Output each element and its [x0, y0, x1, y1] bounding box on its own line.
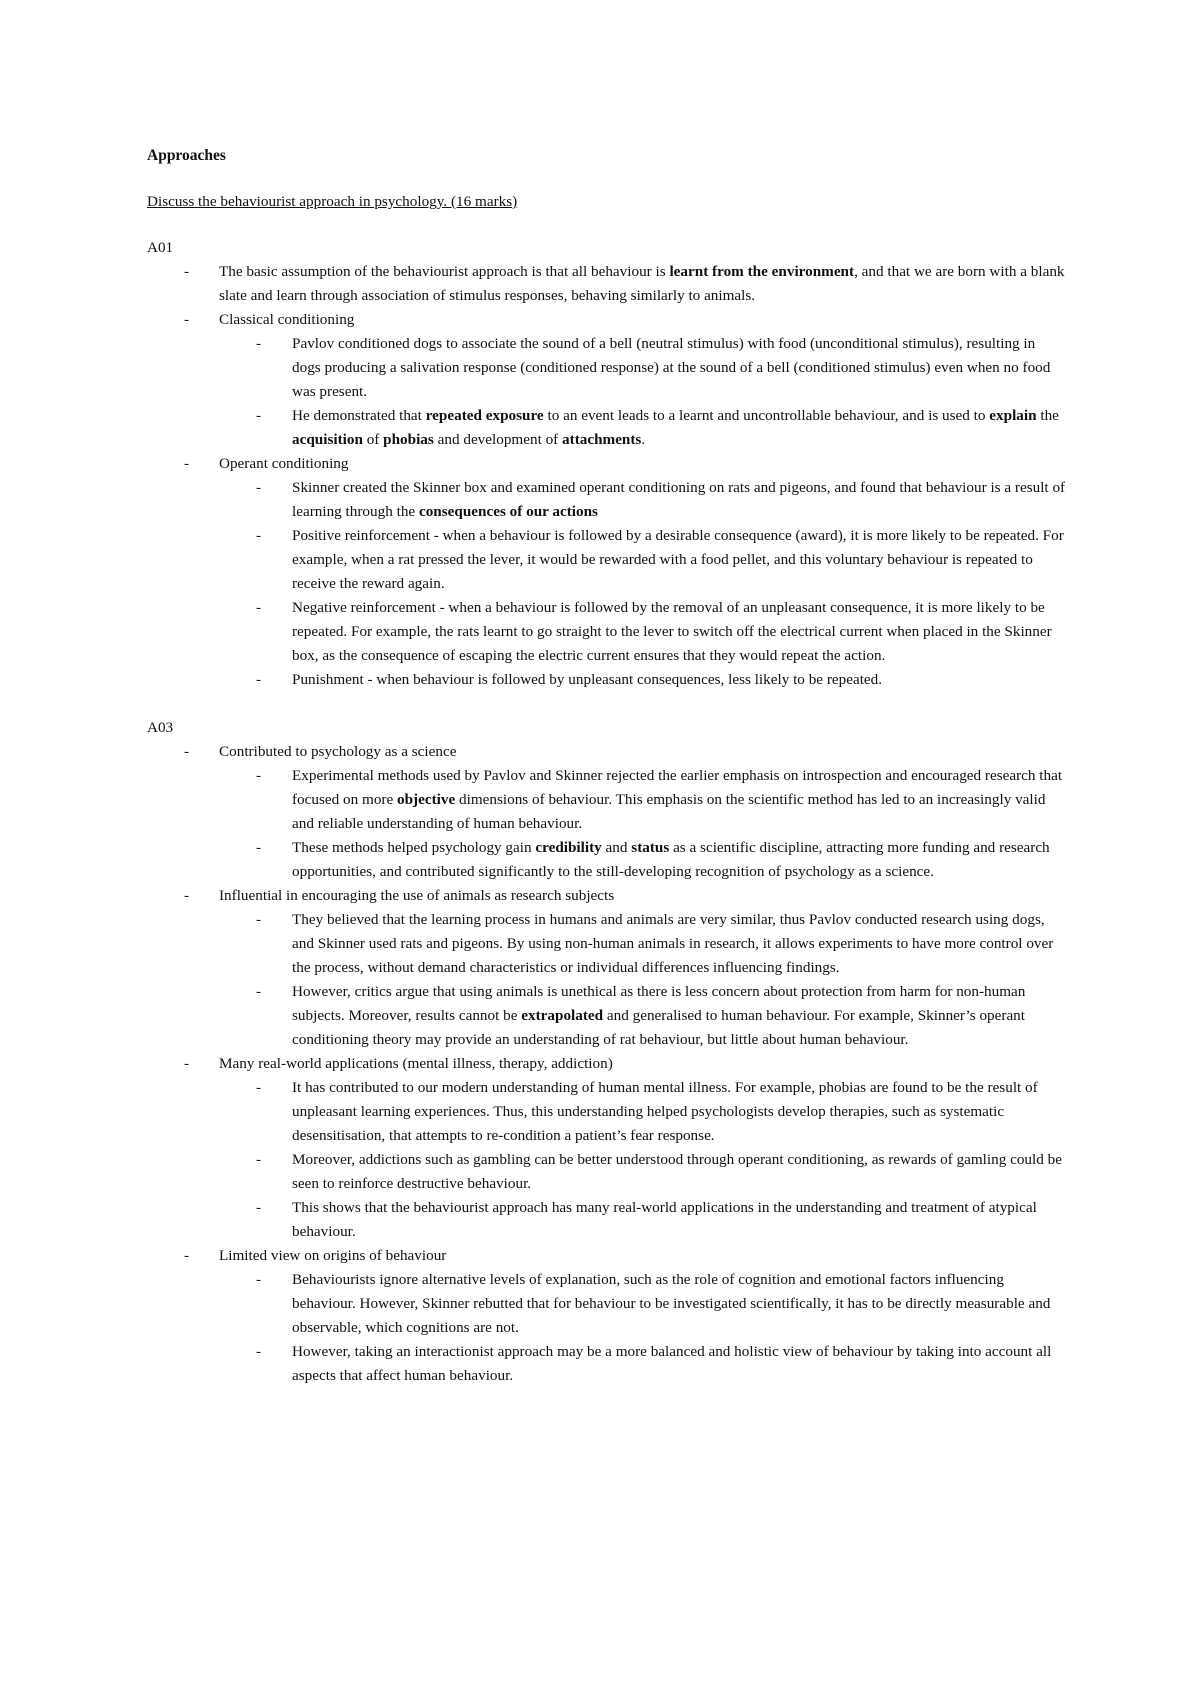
list-item	[147, 260, 1067, 308]
sub-list-item	[219, 404, 1067, 452]
sub-list	[219, 1268, 1067, 1388]
bold-text: explain	[989, 407, 1037, 424]
sub-list-item	[219, 836, 1067, 884]
sub-list-item: - They believed that the learning process in humans and animals are very similar, thus Pavlov conducted research using dogs, and Skinner used rats and pigeons. By using non-human animals in research, it allows experiments to have more control over the process, without demand characteristics or individual differences influencing findings.	[219, 908, 1067, 980]
page-title: Approaches	[147, 147, 226, 164]
bold-text: acquisition	[292, 431, 363, 448]
bold-text: consequences of our actions	[418, 503, 598, 520]
text-run: Experimental methods used by Pavlov and Skinner rejected the earlier emphasis on introspection and encouraged research that focused on more	[292, 767, 1063, 808]
bold-text: extrapolated	[521, 1007, 604, 1024]
text-run: He demonstrated that	[292, 407, 426, 424]
text-run: and generalised to human behaviour. For example, Skinner’s operant conditioning theory may provide an understanding of rat behaviour, but little about human behaviour.	[292, 1007, 1025, 1048]
bold-text: credibility	[535, 839, 602, 856]
sub-list-item: - Positive reinforcement - when a behaviour is followed by a desirable consequence (award), it is more likely to be repeated. For example, when a rat pressed the lever, it would be rewarded with a food pellet, and this voluntary behaviour is repeated to receive the reward again.	[219, 524, 1067, 596]
sub-list-item: - It has contributed to our modern understanding of human mental illness. For example, phobias are found to be the result of unpleasant learning experiences. Thus, this understanding helped psychologists develop therapies, such as systematic desensitisation, that attempts to re-condition a patient’s fear response.	[219, 1076, 1067, 1148]
section-a01	[147, 236, 1067, 692]
text-run: The basic assumption of the behaviourist approach is that all behaviour is	[219, 263, 670, 280]
sub-list-item: - Negative reinforcement - when a behaviour is followed by the removal of an unpleasant consequence, it is more likely to be repeated. For example, the rats learnt to go straight to the lever to switch off the electrical current when placed in the Skinner box, as the consequence of escaping the electric current ensures that they would repeat the action.	[219, 596, 1067, 668]
text-run: and development of	[433, 431, 563, 448]
sub-list	[219, 332, 1067, 452]
list-item-operant-conditioning	[147, 452, 1067, 692]
sub-list-item: - Punishment - when behaviour is followed by unpleasant consequences, less likely to be repeated.	[219, 668, 1067, 692]
list-item-limited-view	[147, 1244, 1067, 1388]
subheading: Operant conditioning	[219, 455, 349, 472]
text-run: These methods helped psychology gain	[292, 839, 536, 856]
text-run: Skinner created the Skinner box and examined operant conditioning on rats and pigeons, and found that behaviour is a result of learning through the	[292, 479, 1066, 520]
sub-list-item	[219, 980, 1067, 1052]
spacer	[147, 692, 1067, 716]
sub-list-item: - Behaviourists ignore alternative levels of explanation, such as the role of cognition and emotional factors influencing behaviour. However, Skinner rebutted that for behaviour to be investigated scientifically, it has to be directly measurable and observable, which cognitions are not.	[219, 1268, 1067, 1340]
section-label-a01: A01	[147, 239, 174, 256]
bold-text: learnt from the environment	[669, 263, 855, 280]
sub-list	[219, 908, 1067, 1052]
sub-list-item: - This shows that the behaviourist approach has many real-world applications in the understanding and treatment of atypical behaviour.	[219, 1196, 1067, 1244]
sub-list-item: - However, taking an interactionist approach may be a more balanced and holistic view of behaviour by taking into account all aspects that affect human behaviour.	[219, 1340, 1067, 1388]
list-item-applications	[147, 1052, 1067, 1244]
bold-text: phobias	[383, 431, 434, 448]
bold-text: repeated exposure	[425, 407, 544, 424]
subheading: Contributed to psychology as a science	[219, 743, 457, 760]
a03-list	[147, 740, 1067, 1388]
text-run: of	[362, 431, 384, 448]
subheading: Influential in encouraging the use of animals as research subjects	[219, 887, 615, 904]
bold-text: attachments	[562, 431, 642, 448]
section-label-a03: A03	[147, 719, 174, 736]
sub-list-item: - Moreover, addictions such as gambling can be better understood through operant conditioning, as rewards of gamling could be seen to reinforce destructive behaviour.	[219, 1148, 1067, 1196]
sub-list	[219, 764, 1067, 884]
text-run: dimensions of behaviour. This emphasis on the scientific method has led to an increasingly valid and reliable understanding of human behaviour.	[292, 791, 1046, 832]
document-page	[147, 144, 1067, 1388]
sub-list	[219, 476, 1067, 692]
subheading: Limited view on origins of behaviour	[219, 1247, 447, 1264]
text-run: as a scientific discipline, attracting more funding and research opportunities, and contributed significantly to the still-developing recognition of psychology as a science.	[292, 839, 1050, 880]
list-item-science	[147, 740, 1067, 884]
text-run: However, critics argue that using animals is unethical as there is less concern about protection from harm for non-human subjects. Moreover, results cannot be	[292, 983, 1026, 1024]
text-run: to an event leads to a learnt and uncontrollable behaviour, and is used to	[543, 407, 990, 424]
sub-list-item	[219, 476, 1067, 524]
essay-question: Discuss the behaviourist approach in psychology. (16 marks)	[147, 193, 518, 210]
a01-list	[147, 260, 1067, 692]
sub-list	[219, 1076, 1067, 1244]
bold-text: status	[631, 839, 670, 856]
bold-text: objective	[397, 791, 456, 808]
list-item-animals	[147, 884, 1067, 1052]
text-run: and	[601, 839, 632, 856]
sub-list-item: - Pavlov conditioned dogs to associate the sound of a bell (neutral stimulus) with food (unconditional stimulus), resulting in dogs producing a salivation response (conditioned response) at the sound of a bell (conditioned stimulus) even when no food was present.	[219, 332, 1067, 404]
text-run: , and that we are born with a blank slate and learn through association of stimulus responses, behaving similarly to animals.	[219, 263, 1065, 304]
section-a03	[147, 716, 1067, 1388]
list-item-classical-conditioning	[147, 308, 1067, 452]
sub-list-item	[219, 764, 1067, 836]
subheading: Many real-world applications (mental illness, therapy, addiction)	[219, 1055, 613, 1072]
subheading: Classical conditioning	[219, 311, 355, 328]
text-run: .	[641, 431, 646, 448]
text-run: the	[1036, 407, 1059, 424]
